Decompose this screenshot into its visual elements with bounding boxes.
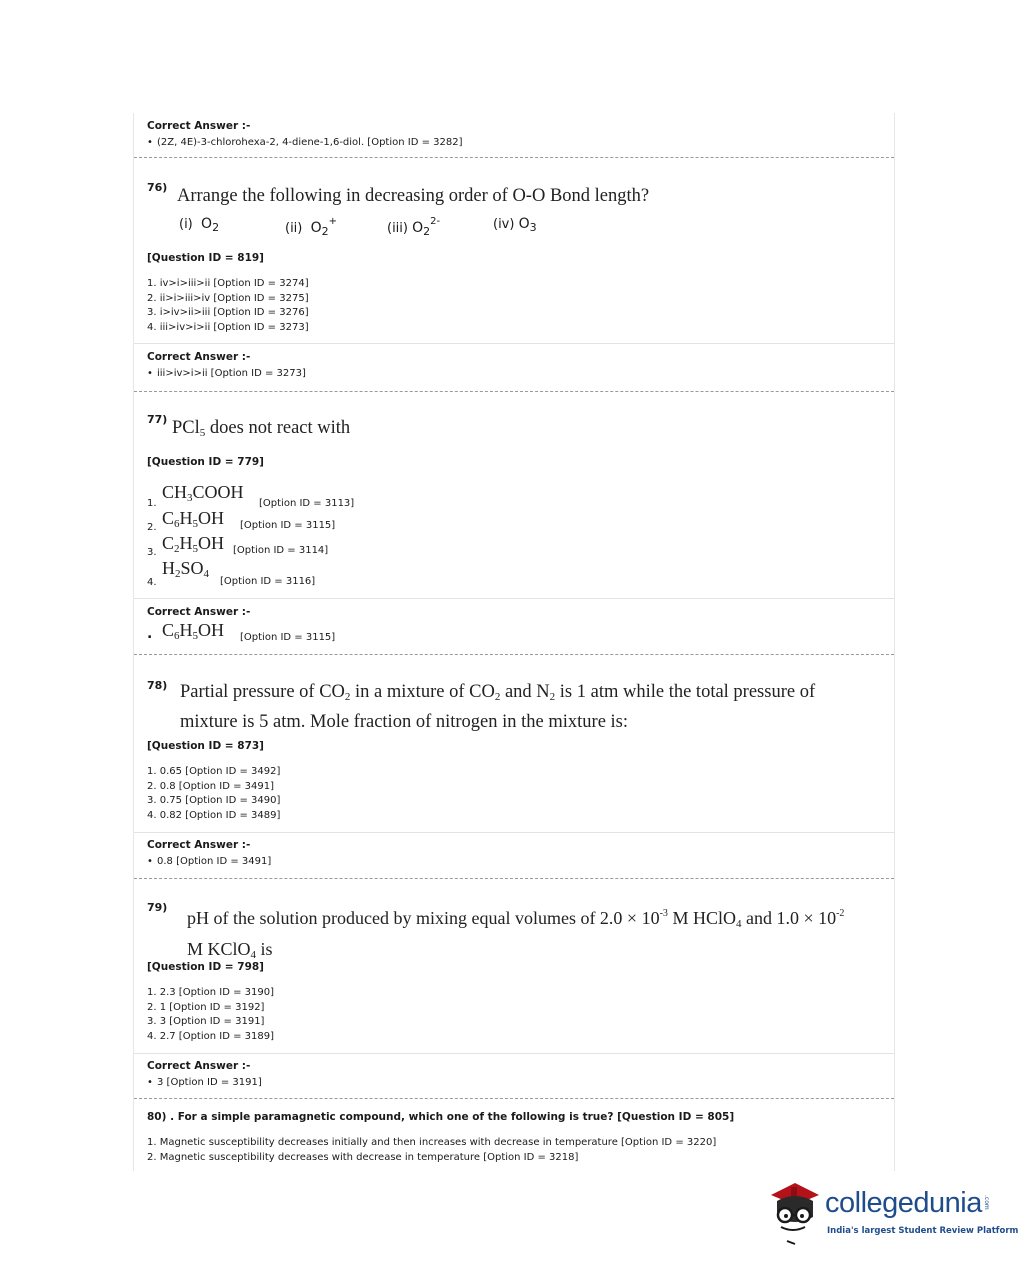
divider [134,598,894,599]
question-text: Partial pressure of $CO_2$ in a mixture of $CO_2$ and $N_2$ is 1 atm while the total pressure of mixture is 5 atm. Mole fraction of nitrogen in the mixture is: [180,682,816,732]
correct-answer-label: Correct Answer :- [147,606,251,618]
species-item: (iii) $O_2^{2-}$ [387,216,441,238]
correct-answer-label: Correct Answer :- [147,839,251,851]
divider [134,343,894,344]
species-item: (i) $O_2$ [179,216,220,234]
correct-answer-label: Correct Answer :- [147,1060,251,1072]
question-number: 79) [147,901,168,914]
option-item: 3. 0.75 [Option ID = 3490] [147,795,281,807]
question-number: 76) [147,181,168,194]
correct-answer: • (2Z, 4E)-3-chlorohexa-2, 4-diene-1,6-diol. [Option ID = 3282] [147,137,463,148]
correct-answer: . $C_6H_5OH$ [Option ID = 3115] [147,620,336,643]
correct-answer: • iii>iv>i>ii [Option ID = 3273] [147,368,306,379]
species-item: (iv) $O_3$ [493,216,537,234]
option-item: 1. Magnetic susceptibility decreases initially and then increases with decrease in temperature [Option ID = 3220] [147,1137,717,1148]
option-item: 1. 0.65 [Option ID = 3492] [147,766,281,777]
divider [134,1053,894,1054]
divider [134,832,894,833]
options-list [147,277,309,335]
exam-page [133,113,895,1171]
options-list [147,986,274,1044]
options-list [147,765,280,823]
question-id: [Question ID = 819] [147,252,264,264]
option-item: 3. i>iv>ii>iii [Option ID = 3276] [147,307,309,319]
divider [134,654,894,655]
question-text: Arrange the following in decreasing order of O-O Bond length? [177,186,650,206]
option-item: 1. iv>i>iii>ii [Option ID = 3274] [147,278,309,289]
divider [134,1098,894,1099]
divider [134,878,894,879]
option-item: 4. 2.7 [Option ID = 3189] [147,1030,274,1042]
options-list [147,1136,716,1165]
question-id: [Question ID = 779] [147,456,264,468]
divider [134,391,894,392]
logo-tagline: India's largest Student Review Platform [827,1226,1019,1236]
question-id: [Question ID = 798] [147,961,264,973]
option-item: 2. Magnetic susceptibility decreases with decrease in temperature [Option ID = 3218] [147,1151,579,1163]
correct-answer: • 3 [Option ID = 3191] [147,1077,262,1088]
correct-answer-label: Correct Answer :- [147,351,251,363]
mascot-icon [765,1177,825,1247]
question-text: pH of the solution produced by mixing equal volumes of $2.0 \times 10^{-3}$ M HClO$_4$ and $1.0 \times 10^{-2}$ M KClO$_4$ is [187,908,845,961]
options-list: 1. $CH_3COOH$ [Option ID = 3113] 2. $C_6H_5OH$ [Option ID = 3115] 3. $C_2H_5OH$ [Option ID = 3114] 4. $H_2SO_4$ [Option ID = 3116] [147,482,355,588]
question-header: 80) . For a simple paramagnetic compound, which one of the following is true? [Question ID = 805] [147,1111,735,1123]
option-item: 4. 0.82 [Option ID = 3489] [147,809,281,821]
correct-answer-label: Correct Answer :- [147,120,251,132]
question-id: [Question ID = 873] [147,740,264,752]
question-number: 78) [147,679,168,692]
species-item: (ii) $O_2^+$ [285,216,338,238]
divider [134,157,894,158]
collegedunia-logo [765,1177,1019,1247]
logo-wordmark: collegedunia [825,1187,982,1219]
option-item: 4. iii>iv>i>ii [Option ID = 3273] [147,321,309,333]
correct-answer: • 0.8 [Option ID = 3491] [147,856,272,867]
option-item: 3. 3 [Option ID = 3191] [147,1016,265,1028]
option-item: 1. 2.3 [Option ID = 3190] [147,987,274,998]
question-number: 77) [147,413,168,426]
question-text: PCl$_5$ does not react with [172,418,351,439]
option-item: 2. 1 [Option ID = 3192] [147,1001,265,1013]
logo-dotcom: .com [983,1195,990,1210]
option-item: 2. 0.8 [Option ID = 3491] [147,780,274,792]
option-item: 2. ii>i>iii>iv [Option ID = 3275] [147,292,309,304]
